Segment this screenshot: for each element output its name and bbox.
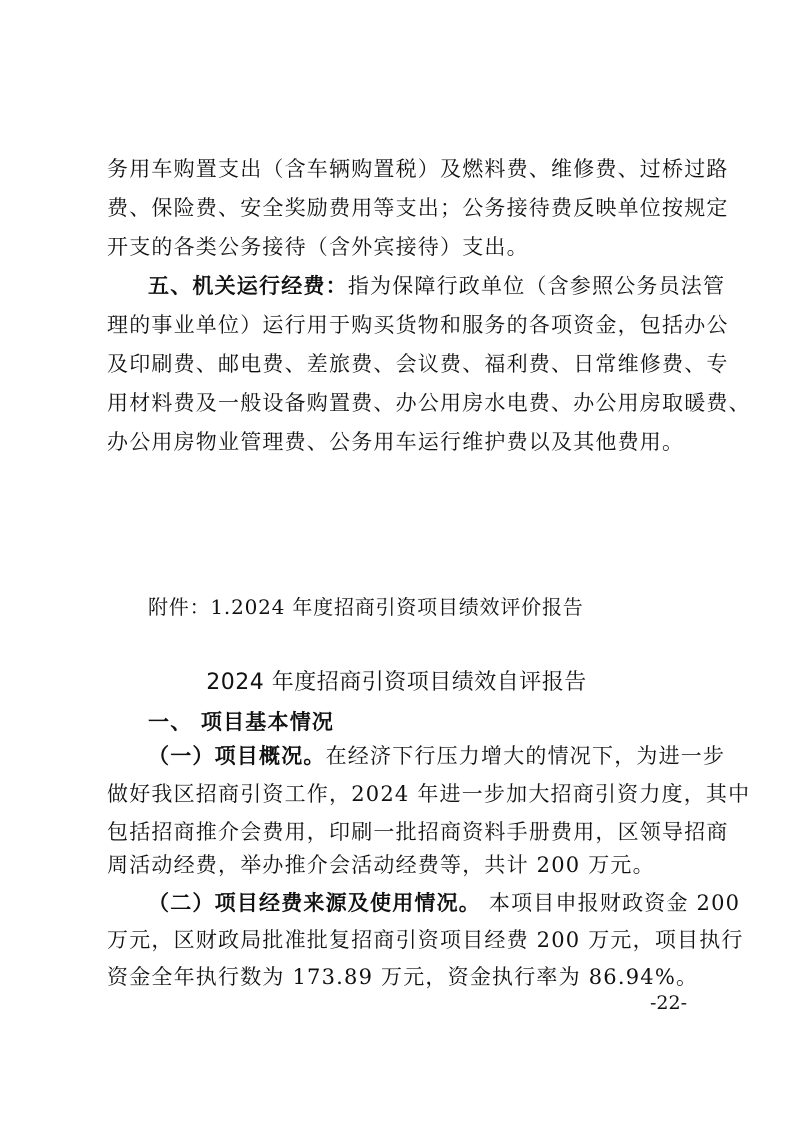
section-five-line	[148, 271, 725, 301]
paragraph-line: 费、保险费、安全奖励费用等支出；公务接待费反映单位按规定	[107, 196, 729, 220]
paragraph-line: 务用车购置支出（含车辆购置税）及燃料费、维修费、过桥过路	[107, 157, 729, 181]
paragraph-line: 用材料费及一般设备购置费、办公用房水电费、办公用房取暖费、	[107, 391, 751, 415]
paragraph-line: 资金全年执行数为 173.89 万元，资金执行率为 86.94%。	[107, 965, 699, 989]
subsection-two-line	[148, 888, 740, 918]
paragraph-line: 理的事业单位）运行用于购买货物和服务的各项资金，包括办公	[107, 313, 729, 337]
report-title: 2024 年度招商引资项目绩效自评报告	[206, 670, 587, 695]
paragraph-line: 包括招商推介会费用，印刷一批招商资料手册费用，区领导招商	[107, 820, 729, 844]
section-five-heading: 五、机关运行经费：	[148, 273, 348, 298]
subsection-one-text: 在经济下行压力增大的情况下，为进一步	[325, 744, 726, 768]
paragraph-line: 做好我区招商引资工作，2024 年进一步加大招商引资力度，其中	[107, 782, 751, 806]
section-one-heading: 一、 项目基本情况	[148, 709, 335, 734]
attachment-label: 附件：	[148, 595, 211, 619]
page-number: -22-	[650, 992, 688, 1014]
subsection-one-heading: （一）项目概况。	[148, 743, 326, 768]
subsection-two-heading: （二）项目经费来源及使用情况。	[148, 890, 481, 915]
paragraph-line: 办公用房物业管理费、公务用车运行维护费以及其他费用。	[107, 430, 685, 454]
paragraph-line: 及印刷费、邮电费、差旅费、会议费、福利费、日常维修费、专	[107, 352, 729, 376]
subsection-two-text: 本项目申报财政资金 200	[481, 891, 741, 915]
paragraph-line: 周活动经费，举办推介会活动经费等，共计 200 万元。	[107, 853, 655, 877]
attachment-text: 1.2024 年度招商引资项目绩效评价报告	[210, 595, 584, 619]
subsection-one-line	[148, 741, 725, 771]
section-five-text: 指为保障行政单位（含参照公务员法管	[347, 274, 726, 298]
paragraph-line: 万元，区财政局批准批复招商引资项目经费 200 万元，项目执行	[107, 928, 744, 952]
attachment-line	[148, 592, 584, 622]
paragraph-line: 开支的各类公务接待（含外宾接待）支出。	[107, 235, 529, 259]
